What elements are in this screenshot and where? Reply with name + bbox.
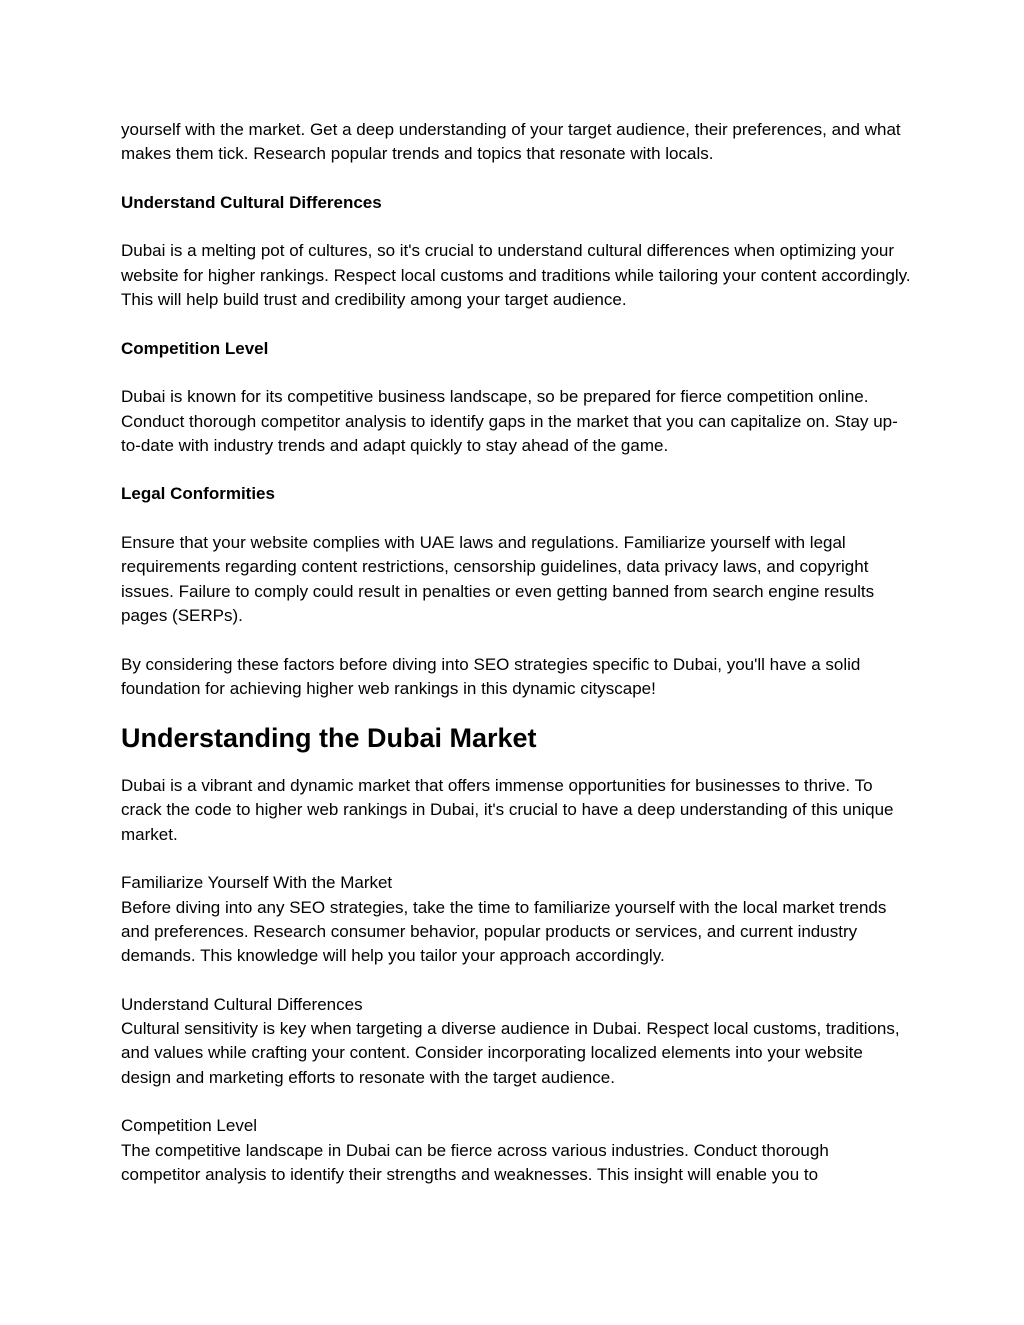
conclusion-paragraph: By considering these factors before diving into SEO strategies specific to Dubai, you'll have a solid foundation for achieving higher web rankings in this dynamic cityscape! — [121, 654, 861, 698]
subsection-heading: Understand Cultural Differences — [121, 192, 382, 212]
market-item-body: Cultural sensitivity is key when targeting a diverse audience in Dubai. Respect local customs, traditions, and values while crafting your content. Consider incorporating localized elements into your website design and marketing efforts to resonate with the target audience. — [121, 1019, 900, 1087]
section-intro-paragraph: Dubai is a vibrant and dynamic market that offers immense opportunities for businesses to thrive. To crack the code to higher web rankings in Dubai, it's crucial to have a deep understanding of this unique market. — [121, 776, 894, 844]
subsection-body: Ensure that your website complies with UAE laws and regulations. Familiarize yourself with legal requirements regarding content restrictions, censorship guidelines, data privacy laws, and copyright issues. Failure to comply could result in penalties or even getting banned from search engine results pages (SERPs). — [121, 533, 875, 625]
subsection-heading: Competition Level — [121, 338, 269, 358]
market-item-body: The competitive landscape in Dubai can be fierce across various industries. Conduct thorough competitor analysis to identify their strengths and weaknesses. This insight will enable you to — [121, 1140, 829, 1184]
subsection-competition-level — [121, 337, 911, 458]
market-item-familiarize — [121, 871, 911, 968]
market-item-heading: Understand Cultural Differences — [121, 994, 363, 1014]
document-page — [121, 118, 911, 1187]
subsection-legal-conformities — [121, 482, 911, 628]
market-item-body: Before diving into any SEO strategies, take the time to familiarize yourself with the local market trends and preferences. Research consumer behavior, popular products or services, and current industry demands. This knowledge will help you tailor your approach accordingly. — [121, 897, 887, 966]
market-item-heading: Competition Level — [121, 1116, 258, 1136]
subsection-cultural-differences — [121, 191, 911, 312]
market-item-heading: Familiarize Yourself With the Market — [121, 873, 393, 893]
subsection-body: Dubai is a melting pot of cultures, so it's crucial to understand cultural differences when optimizing your website for higher rankings. Respect local customs and traditions while tailoring your content accordingly. This will help build trust and credibility among your target audience. — [121, 241, 911, 310]
market-item-competition — [121, 1114, 911, 1187]
subsection-heading: Legal Conformities — [121, 484, 275, 504]
market-item-cultural — [121, 993, 911, 1090]
intro-paragraph: yourself with the market. Get a deep understanding of your target audience, their preferences, and what makes them tick. Research popular trends and topics that resonate with locals. — [121, 120, 901, 164]
subsection-body: Dubai is known for its competitive business landscape, so be prepared for fierce competition online. Conduct thorough competitor analysis to identify gaps in the market that you can capitalize on. Stay up-to-date with industry trends and adapt quickly to stay ahead of the game. — [121, 387, 898, 455]
section-title: Understanding the Dubai Market — [121, 723, 537, 754]
